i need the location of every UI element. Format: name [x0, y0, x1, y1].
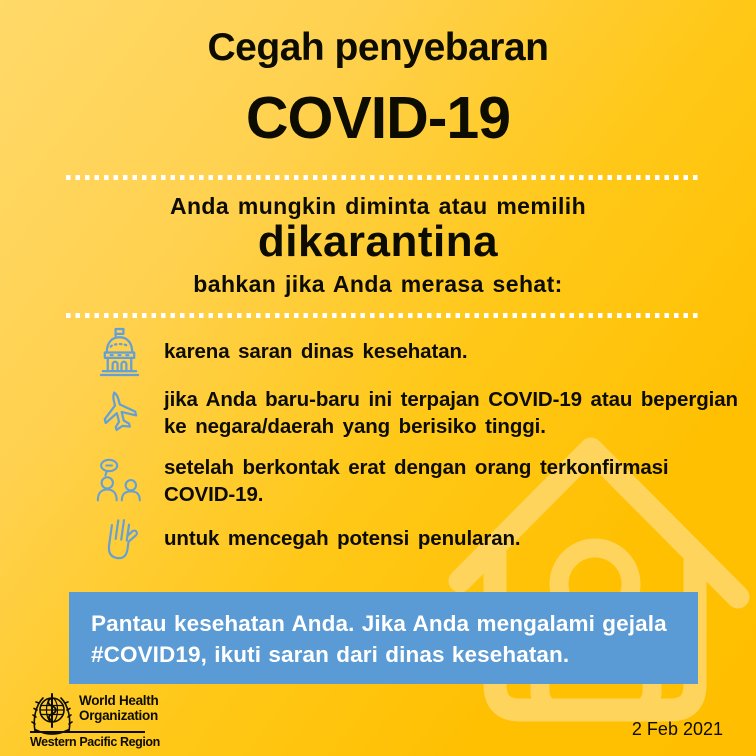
reason-text: untuk mencegah potensi penularan.: [164, 527, 521, 550]
who-emblem-icon: [30, 692, 74, 736]
reason-text: karena saran dinas kesehatan.: [164, 340, 468, 363]
subtitle-line2: bahkan jika Anda merasa sehat:: [193, 271, 563, 297]
people-conversation-icon: [94, 457, 144, 506]
reason-prevent-transmission: [94, 514, 521, 563]
subtitle-highlight-dikarantina: dikarantina: [257, 217, 499, 266]
government-building-icon: [94, 326, 144, 377]
hand-stop-icon: [94, 514, 144, 563]
advice-banner-line2: #COVID19, ikuti saran dari dinas kesehatan.: [91, 642, 570, 667]
poster-title-line1: Cegah penyebaran: [207, 26, 549, 69]
dotted-divider-top: [66, 175, 698, 180]
who-region-label: Western Pacific Region: [30, 735, 160, 749]
reason-health-authority: [94, 326, 468, 377]
advice-banner: [69, 592, 698, 684]
poster-title-line2: COVID-19: [245, 85, 511, 151]
who-logo-rule: [30, 731, 145, 733]
reason-travel-exposure: [94, 386, 738, 440]
publication-date: 2 Feb 2021: [631, 719, 723, 739]
dotted-divider-bottom: [66, 313, 698, 318]
who-org-name: World Health Organization: [79, 693, 159, 723]
advice-banner-line1: Pantau kesehatan Anda. Jika Anda mengalami gejala: [91, 611, 667, 636]
subtitle-line1: Anda mungkin diminta atau memilih: [169, 193, 587, 219]
reason-text: setelah berkontak erat dengan orang terkonfirmasi COVID-19.: [164, 456, 669, 506]
airplane-icon: [94, 388, 144, 439]
reason-text: jika Anda baru-baru ini terpajan COVID-19 atau bepergian ke negara/daerah yang berisiko tinggi.: [164, 388, 738, 438]
reason-close-contact: [94, 454, 669, 508]
